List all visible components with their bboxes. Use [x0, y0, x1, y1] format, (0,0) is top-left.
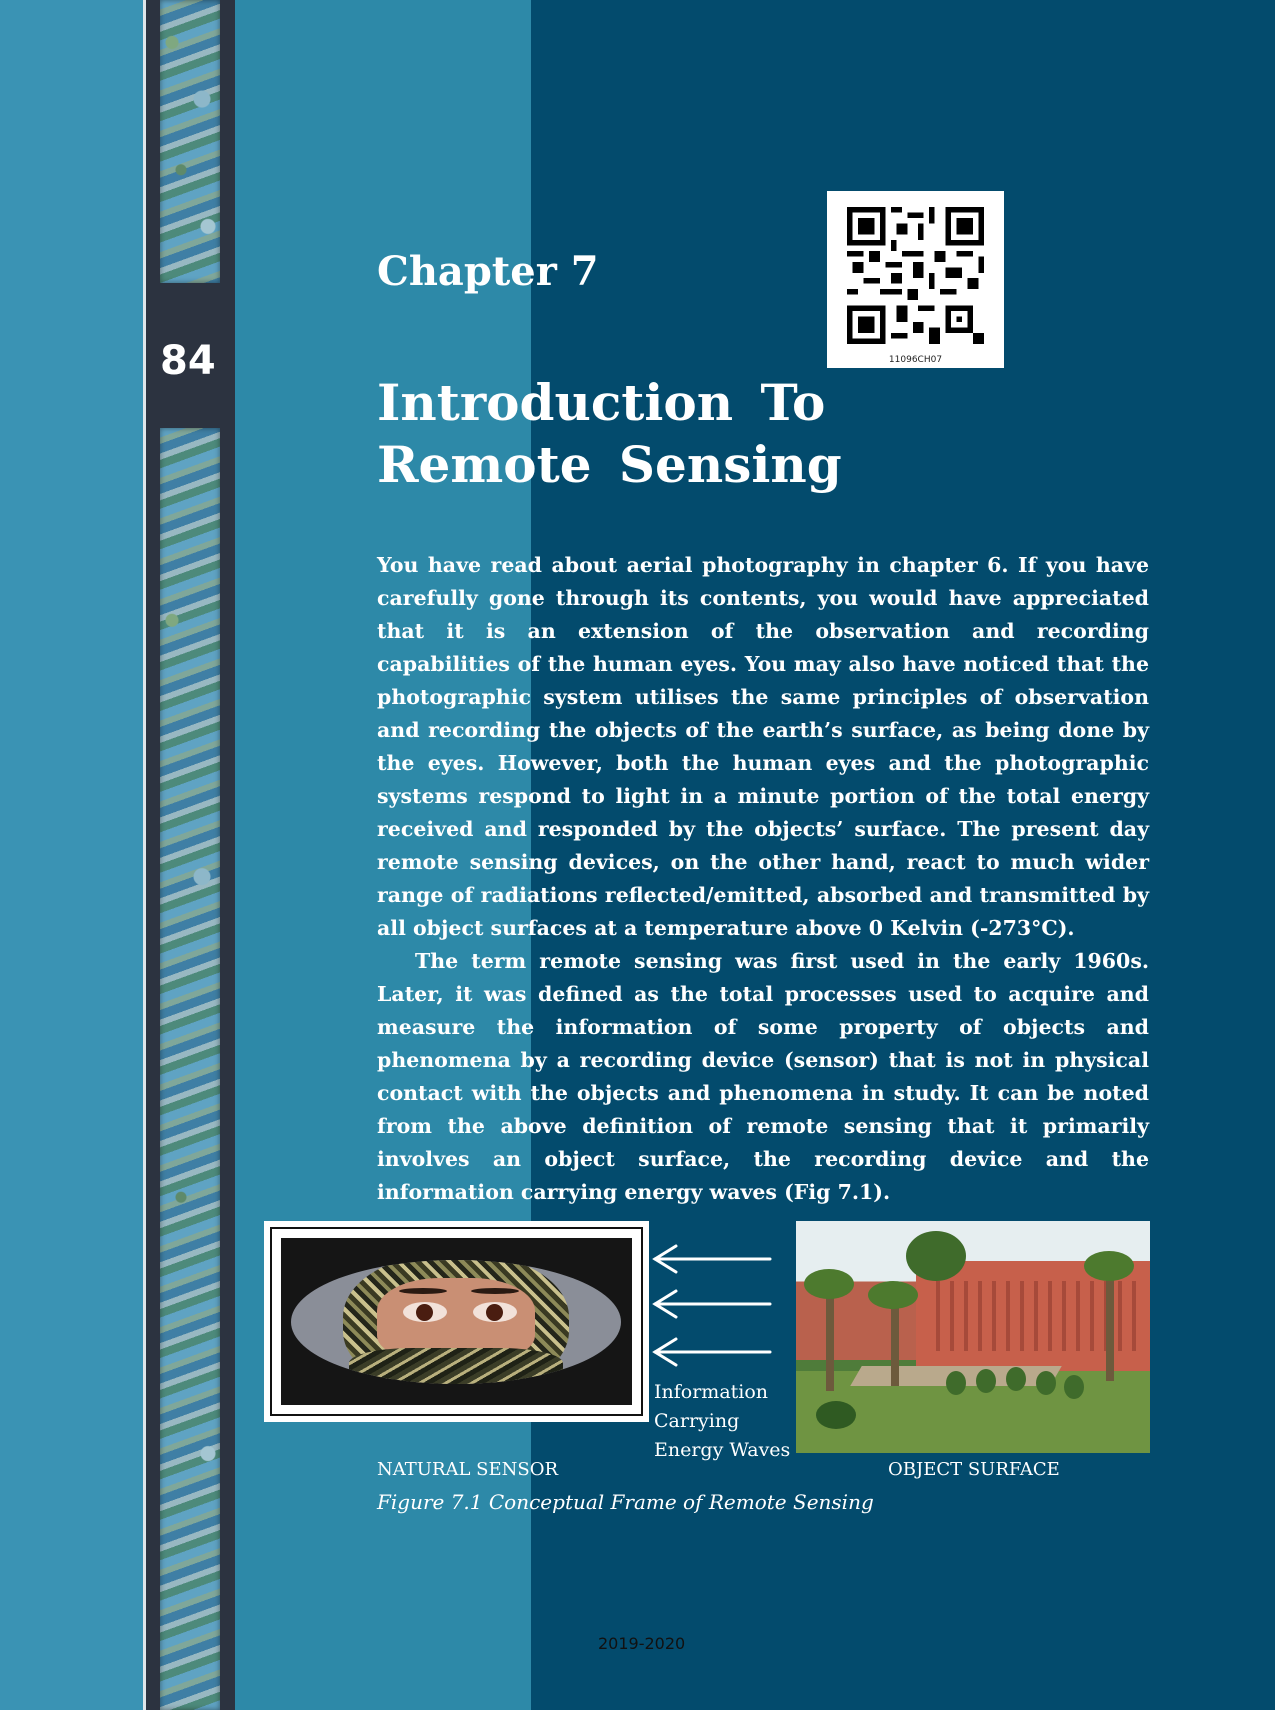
body-paragraph-2: The term remote sensing was first used in the early 1960s. Later, it was defined as the total processes used to acquire and measure the information of some property of objects and phenomena by a recording device (sensor) that is not in physical contact with the objects and phenomena in study. It can be noted from the above definition of remote sensing that it primarily involves an object surface, the recording device and the information carrying energy waves (Fig 7.1).: [377, 949, 1149, 1204]
side-rail-edge: [143, 0, 146, 1710]
arrow-3: [655, 1339, 770, 1365]
qr-code-id: 11096CH07: [888, 355, 943, 365]
chapter-label: Chapter 7: [377, 248, 599, 295]
energy-wave-arrows: [652, 1243, 774, 1373]
body-paragraph-1: You have read about aerial photography in chapter 6. If you have carefully gone through its contents, you would have appreciated that it is an extension of the observation and recording capabilities of the human eyes. You may also have noticed that the photographic system utilises the same principles of observation and recording the objects of the earth’s surface, as being done by the eyes. However, both the human eyes and the photographic systems respond to light in a minute portion of the total energy received and responded by the objects’ surface. The present day remote sensing devices, on the other hand, react to much wider range of radiations reflected/emitted, absorbed and transmitted by all object surfaces at a temperature above 0 Kelvin (-273°C).: [377, 553, 1149, 940]
eye-left: [403, 1302, 447, 1322]
page-number: 84: [160, 338, 216, 384]
figure-caption: Figure 7.1 Conceptual Frame of Remote Sensing: [377, 1490, 874, 1514]
year-footer: 2019-2020: [598, 1634, 686, 1653]
natural-sensor-label: NATURAL SENSOR: [377, 1459, 559, 1480]
object-surface-label: OBJECT SURFACE: [888, 1459, 1060, 1480]
information-carrying-energy-waves-label: Information Carrying Energy Waves: [654, 1381, 791, 1461]
satellite-image-strip-bottom: [160, 428, 220, 1710]
object-surface-image: [796, 1221, 1150, 1453]
qr-code: [827, 191, 1004, 368]
arrow-2: [655, 1291, 770, 1317]
eye-right: [473, 1302, 517, 1322]
body-text: [377, 549, 1149, 1209]
outer-margin-background: [0, 0, 143, 1710]
natural-sensor-image: [264, 1221, 649, 1422]
eyes-oval: [291, 1260, 621, 1384]
satellite-image-strip-top: [160, 0, 220, 283]
qr-code-pattern: [847, 207, 984, 344]
arrow-1: [655, 1246, 770, 1272]
chapter-title: Introduction To Remote Sensing: [377, 373, 842, 494]
